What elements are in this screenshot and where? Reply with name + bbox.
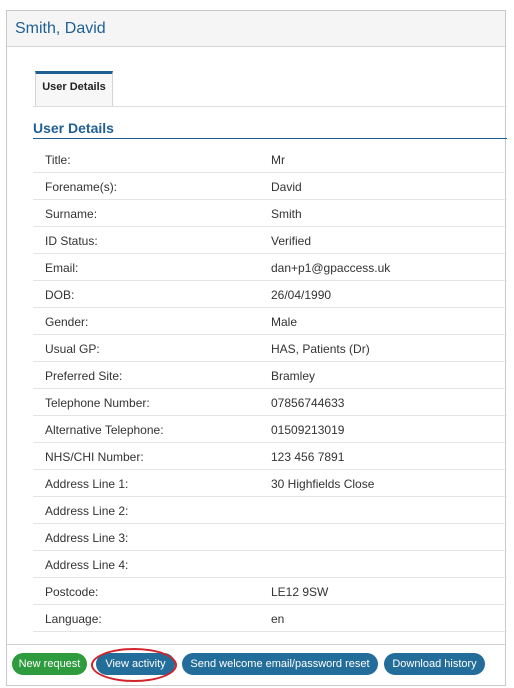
section-title: User Details	[33, 120, 507, 139]
table-row	[33, 173, 507, 200]
field-value: LE12 9SW	[271, 585, 329, 599]
tab-bar	[33, 71, 507, 107]
field-label: DOB:	[45, 288, 75, 302]
table-row	[33, 551, 507, 578]
details-table	[33, 146, 507, 632]
field-value: Smith	[271, 207, 302, 221]
field-label: Usual GP:	[45, 342, 100, 356]
send-welcome-email-button[interactable]: Send welcome email/password reset	[182, 653, 378, 675]
field-label: Surname:	[45, 207, 98, 221]
table-row	[33, 227, 507, 254]
table-row	[33, 497, 507, 524]
field-label: ID Status:	[45, 234, 98, 248]
field-value: Mr	[271, 153, 285, 167]
field-label: NHS/CHI Number:	[45, 450, 144, 464]
field-value: Male	[271, 315, 298, 329]
field-label: Address Line 4:	[45, 558, 129, 572]
table-row	[33, 470, 507, 497]
table-row	[33, 443, 507, 470]
table-row	[33, 524, 507, 551]
field-value: en	[271, 612, 285, 626]
field-value: Bramley	[271, 369, 316, 383]
field-label: Address Line 2:	[45, 504, 129, 518]
field-value: HAS, Patients (Dr)	[271, 342, 370, 356]
user-panel	[6, 10, 506, 686]
table-row	[33, 200, 507, 227]
table-row	[33, 335, 507, 362]
field-label: Telephone Number:	[45, 396, 150, 410]
field-label: Postcode:	[45, 585, 99, 599]
field-label: Address Line 1:	[45, 477, 129, 491]
table-row	[33, 281, 507, 308]
field-label: Forename(s):	[45, 180, 118, 194]
field-label: Gender:	[45, 315, 89, 329]
field-value: 30 Highfields Close	[271, 477, 375, 491]
download-history-button[interactable]: Download history	[384, 653, 485, 675]
table-row	[33, 605, 507, 632]
field-value: 123 456 7891	[271, 450, 345, 464]
field-value: David	[271, 180, 302, 194]
action-bar	[7, 644, 505, 685]
field-label: Alternative Telephone:	[45, 423, 164, 437]
tab-user-details[interactable]: User Details	[35, 71, 113, 106]
field-value: Verified	[271, 234, 312, 248]
table-row	[33, 308, 507, 335]
field-label: Title:	[45, 153, 71, 167]
field-label: Email:	[45, 261, 79, 275]
field-label: Address Line 3:	[45, 531, 129, 545]
field-value: 01509213019	[271, 423, 345, 437]
table-row	[33, 254, 507, 281]
field-value: dan+p1@gpaccess.uk	[271, 261, 391, 275]
table-row	[33, 362, 507, 389]
table-row	[33, 578, 507, 605]
field-label: Language:	[45, 612, 102, 626]
field-label: Preferred Site:	[45, 369, 123, 383]
table-row	[33, 389, 507, 416]
table-row	[33, 146, 507, 173]
field-value: 07856744633	[271, 396, 345, 410]
page-title: Smith, David	[15, 20, 106, 37]
field-value: 26/04/1990	[271, 288, 332, 302]
new-request-button[interactable]: New request	[12, 653, 87, 675]
view-activity-button[interactable]: View activity	[96, 653, 175, 675]
panel-header	[7, 11, 505, 47]
table-row	[33, 416, 507, 443]
